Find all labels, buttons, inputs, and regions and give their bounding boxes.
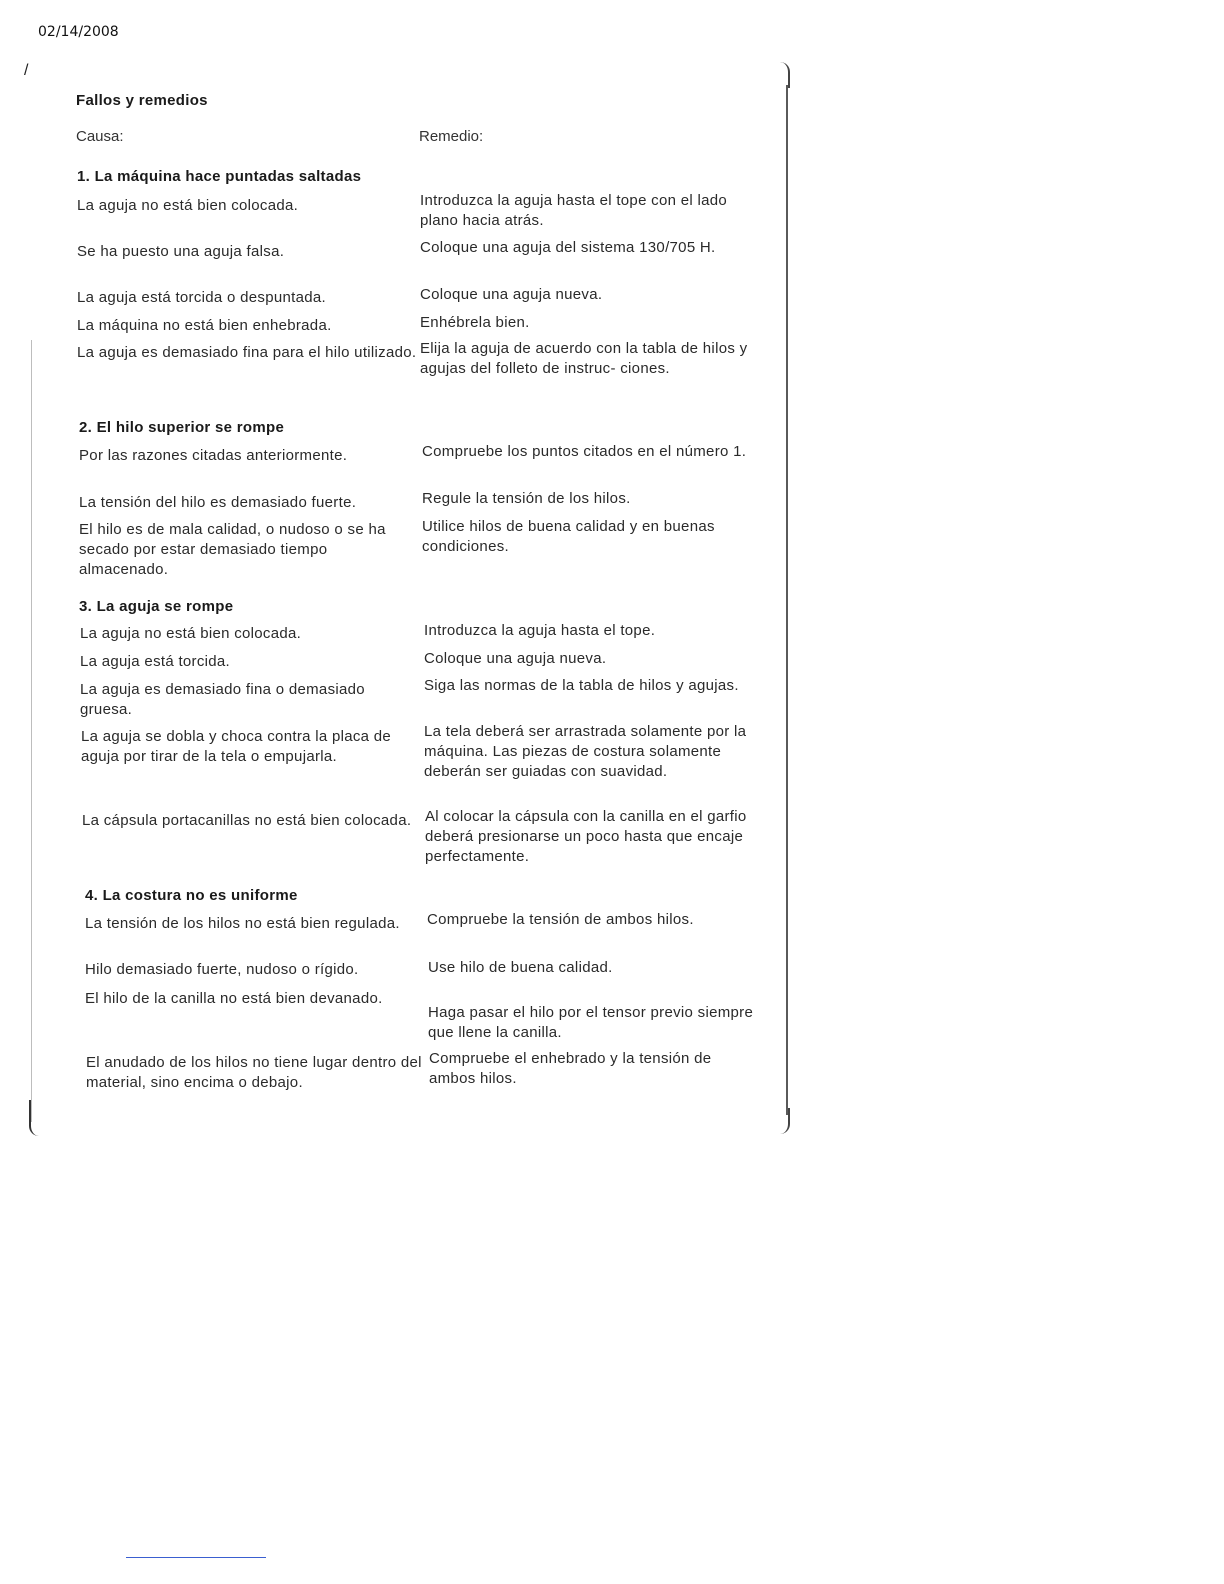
cause-column-header: Causa: bbox=[76, 128, 124, 145]
right-bracket-top bbox=[780, 62, 790, 88]
remedy-text: Al colocar la cápsula con la canilla en el garfio deberá presionarse un poco hasta que encaje perfectamente. bbox=[425, 808, 747, 865]
cause-text: La máquina no está bien enhebrada. bbox=[77, 317, 332, 334]
remedy-text: La tela deberá ser arrastrada solamente por la máquina. Las piezas de costura solamente deberán ser guiadas con suavidad. bbox=[424, 723, 747, 780]
page-title: Fallos y remedios bbox=[76, 92, 208, 109]
right-border-line bbox=[786, 85, 788, 1115]
remedy-text: Introduzca la aguja hasta el tope. bbox=[424, 622, 656, 639]
remedy-text: Coloque una aguja nueva. bbox=[424, 650, 607, 667]
remedy-text: Compruebe el enhebrado y la tensión de ambos hilos. bbox=[429, 1050, 712, 1087]
left-bracket-corner bbox=[29, 1100, 39, 1136]
remedy-column-header: Remedio: bbox=[419, 128, 484, 145]
section-title: 3. La aguja se rompe bbox=[79, 598, 234, 615]
cause-text: Se ha puesto una aguja falsa. bbox=[77, 243, 285, 260]
remedy-text: Regule la tensión de los hilos. bbox=[422, 490, 631, 507]
remedy-text: Utilice hilos de buena calidad y en buenas condiciones. bbox=[422, 518, 715, 555]
cause-text: La aguja es demasiado fina o demasiado gruesa. bbox=[80, 681, 365, 718]
right-bracket-bottom bbox=[780, 1108, 790, 1134]
remedy-text: Haga pasar el hilo por el tensor previo siempre que llene la canilla. bbox=[428, 1004, 754, 1041]
document-date: 02/14/2008 bbox=[38, 24, 119, 40]
remedy-text: Compruebe los puntos citados en el número 1. bbox=[422, 443, 747, 460]
remedy-text: Siga las normas de la tabla de hilos y agujas. bbox=[424, 677, 739, 694]
cause-text: La aguja es demasiado fina para el hilo utilizado. bbox=[77, 344, 417, 361]
cause-text: La tensión de los hilos no está bien regulada. bbox=[85, 915, 400, 932]
left-border-line bbox=[31, 340, 32, 1122]
remedy-text: Compruebe la tensión de ambos hilos. bbox=[427, 911, 694, 928]
cause-text: El hilo es de mala calidad, o nudoso o se ha secado por estar demasiado tiempo almacenado. bbox=[79, 521, 386, 578]
section-title: 2. El hilo superior se rompe bbox=[79, 419, 285, 436]
cause-text: La aguja no está bien colocada. bbox=[77, 197, 299, 214]
cause-text: La aguja se dobla y choca contra la placa de aguja por tirar de la tela o empujarla. bbox=[81, 728, 392, 765]
section-title: 1. La máquina hace puntadas saltadas bbox=[77, 168, 362, 185]
footer-underline bbox=[126, 1557, 266, 1558]
cause-text: La aguja está torcida. bbox=[80, 653, 231, 670]
margin-mark: / bbox=[24, 62, 29, 79]
cause-text: La tensión del hilo es demasiado fuerte. bbox=[79, 494, 357, 511]
cause-text: El hilo de la canilla no está bien devanado. bbox=[85, 990, 383, 1007]
remedy-text: Enhébrela bien. bbox=[420, 314, 530, 331]
remedy-text: Use hilo de buena calidad. bbox=[428, 959, 613, 976]
cause-text: Hilo demasiado fuerte, nudoso o rígido. bbox=[85, 961, 359, 978]
remedy-text: Coloque una aguja nueva. bbox=[420, 286, 603, 303]
cause-text: El anudado de los hilos no tiene lugar dentro del material, sino encima o debajo. bbox=[86, 1054, 422, 1091]
cause-text: Por las razones citadas anteriormente. bbox=[79, 447, 348, 464]
section-title: 4. La costura no es uniforme bbox=[85, 887, 298, 904]
cause-text: La aguja está torcida o despuntada. bbox=[77, 289, 327, 306]
remedy-text: Introduzca la aguja hasta el tope con el lado plano hacia atrás. bbox=[420, 192, 728, 229]
remedy-text: Elija la aguja de acuerdo con la tabla de hilos y agujas del folleto de instruc- ciones. bbox=[420, 340, 748, 377]
remedy-text: Coloque una aguja del sistema 130/705 H. bbox=[420, 239, 716, 256]
cause-text: La cápsula portacanillas no está bien colocada. bbox=[82, 812, 412, 829]
cause-text: La aguja no está bien colocada. bbox=[80, 625, 302, 642]
